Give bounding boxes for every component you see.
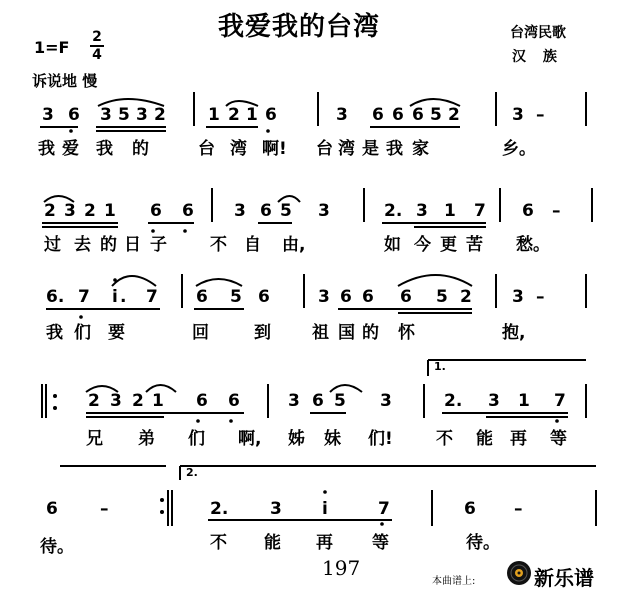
- svg-text:6: 6: [228, 391, 240, 411]
- svg-text:–: –: [514, 499, 523, 519]
- time-bottom: 4: [92, 47, 102, 63]
- lyric-word: 的: [362, 323, 379, 343]
- lyric-word: 台: [316, 139, 333, 159]
- svg-text:3: 3: [488, 391, 500, 411]
- svg-text:3: 3: [110, 391, 122, 411]
- svg-text:3: 3: [100, 105, 112, 125]
- svg-text:5: 5: [436, 287, 448, 307]
- lyric-word: 姊: [288, 429, 305, 449]
- svg-text:6: 6: [464, 499, 476, 519]
- svg-text:2: 2: [448, 105, 460, 125]
- svg-text:–: –: [536, 105, 545, 125]
- source-origin: 台湾民歌: [510, 25, 566, 41]
- svg-text:2.: 2.: [210, 499, 229, 519]
- volta-first-label: 1.: [434, 360, 446, 373]
- svg-text:6: 6: [340, 287, 352, 307]
- lyric-word: 回: [192, 323, 209, 343]
- svg-text:1: 1: [518, 391, 530, 411]
- lyric-word: 兄: [86, 429, 103, 449]
- svg-text:3: 3: [318, 201, 330, 221]
- svg-text:3: 3: [234, 201, 246, 221]
- lyric-word: 过: [44, 235, 61, 255]
- lyric-word: 更: [440, 235, 457, 255]
- lyric-word: 再: [316, 533, 333, 553]
- tempo-marking: 诉说地 慢: [32, 72, 98, 90]
- svg-text:7: 7: [78, 287, 90, 307]
- svg-text:7: 7: [554, 391, 566, 411]
- lyric-word: 再: [510, 429, 527, 449]
- credit-text: 本曲谱上:: [432, 576, 476, 587]
- lyric-word: 们!: [368, 429, 393, 449]
- lyric-word: 不: [436, 429, 453, 449]
- svg-text:2: 2: [88, 391, 100, 411]
- lyric-word: 怀: [398, 323, 415, 343]
- lyric-word: 不: [210, 533, 227, 553]
- lyric-word: 苦: [466, 235, 483, 255]
- svg-text:3: 3: [270, 499, 282, 519]
- lyric-word: 们: [188, 429, 205, 449]
- lyric-word: 我: [38, 139, 55, 159]
- lyric-word: 由,: [282, 235, 306, 255]
- svg-text:.: .: [120, 287, 127, 307]
- svg-text:1: 1: [444, 201, 456, 221]
- lyric-word: 不: [210, 235, 227, 255]
- svg-text:6: 6: [68, 105, 80, 125]
- lyric-word: 我: [386, 139, 403, 159]
- svg-text:2: 2: [84, 201, 96, 221]
- lyric-word: 湾: [230, 139, 247, 159]
- lyric-word: 乡。: [502, 139, 536, 159]
- svg-text:1: 1: [104, 201, 116, 221]
- lyric-word: 如: [384, 235, 401, 255]
- lyric-word: 愁。: [516, 235, 550, 255]
- svg-text:5: 5: [118, 105, 130, 125]
- svg-text:2.: 2.: [444, 391, 463, 411]
- svg-text:6: 6: [392, 105, 404, 125]
- svg-text:6: 6: [372, 105, 384, 125]
- svg-text:7: 7: [146, 287, 158, 307]
- svg-text:5: 5: [280, 201, 292, 221]
- svg-text:3: 3: [336, 105, 348, 125]
- lyric-word: 爱: [62, 139, 79, 159]
- svg-text:2: 2: [44, 201, 56, 221]
- lyric-word: 等: [372, 533, 389, 553]
- svg-text:3: 3: [136, 105, 148, 125]
- svg-text:3: 3: [512, 287, 524, 307]
- svg-text:6: 6: [46, 499, 58, 519]
- svg-text:6: 6: [522, 201, 534, 221]
- lyric-word: 日: [124, 235, 141, 255]
- lyric-word: 们: [74, 323, 91, 343]
- svg-text:3: 3: [512, 105, 524, 125]
- lyric-word: 抱,: [502, 323, 526, 343]
- svg-text:6: 6: [412, 105, 424, 125]
- svg-text:6: 6: [260, 201, 272, 221]
- svg-text:7: 7: [378, 499, 390, 519]
- lyric-word: 能: [476, 429, 493, 449]
- svg-text:2: 2: [132, 391, 144, 411]
- lyric-word: 祖: [312, 323, 329, 343]
- lyric-word: 是: [362, 139, 379, 159]
- svg-text:6: 6: [400, 287, 412, 307]
- lyric-word: 要: [108, 323, 125, 343]
- svg-text:3: 3: [64, 201, 76, 221]
- svg-text:–: –: [100, 499, 109, 519]
- lyric-word: 自: [244, 235, 261, 255]
- svg-text:3: 3: [416, 201, 428, 221]
- volta-second-label: 2.: [186, 466, 198, 479]
- lyric-word: 国: [338, 323, 355, 343]
- svg-text:6: 6: [362, 287, 374, 307]
- time-top: 2: [92, 29, 102, 45]
- lyric-word: 去: [74, 235, 91, 255]
- lyric-word: 到: [254, 323, 271, 343]
- lyric-word: 子: [150, 235, 167, 255]
- svg-text:6: 6: [265, 105, 277, 125]
- svg-text:6: 6: [196, 287, 208, 307]
- vinyl-record-icon: [506, 560, 532, 586]
- page-number: 197: [322, 556, 361, 580]
- svg-text:6: 6: [312, 391, 324, 411]
- lyric-word: 待。: [466, 533, 500, 553]
- svg-text:3: 3: [42, 105, 54, 125]
- lyric-word: 今: [414, 235, 431, 255]
- source-ethnicity: 汉 族: [512, 49, 563, 65]
- svg-text:2: 2: [154, 105, 166, 125]
- svg-text:6: 6: [182, 201, 194, 221]
- lyric-word: 妹: [324, 429, 341, 449]
- lyric-word: 湾: [338, 139, 355, 159]
- svg-text:6: 6: [196, 391, 208, 411]
- svg-text:3: 3: [288, 391, 300, 411]
- svg-text:1: 1: [208, 105, 220, 125]
- lyric-word: 啊!: [262, 139, 287, 159]
- lyric-word: 弟: [138, 429, 155, 449]
- lyric-word: 我: [46, 323, 63, 343]
- svg-text:6.: 6.: [46, 287, 65, 307]
- svg-text:2.: 2.: [384, 201, 403, 221]
- lyric-word: 的: [132, 139, 149, 159]
- lyric-word: 等: [550, 429, 567, 449]
- svg-text:5: 5: [430, 105, 442, 125]
- lyric-word: 家: [412, 139, 429, 159]
- svg-text:1: 1: [152, 391, 164, 411]
- lyric-word: 台: [198, 139, 215, 159]
- svg-text:1: 1: [246, 105, 258, 125]
- svg-text:3: 3: [318, 287, 330, 307]
- svg-text:2: 2: [460, 287, 472, 307]
- key-signature: 1=F: [34, 38, 70, 57]
- song-title: 我爱我的台湾: [218, 12, 381, 42]
- svg-text:7: 7: [474, 201, 486, 221]
- svg-text:6: 6: [258, 287, 270, 307]
- svg-text:5: 5: [334, 391, 346, 411]
- svg-text:i: i: [322, 499, 328, 519]
- svg-text:–: –: [552, 201, 561, 221]
- lyric-word: 啊,: [238, 429, 262, 449]
- svg-text:3: 3: [380, 391, 392, 411]
- svg-text:–: –: [536, 287, 545, 307]
- svg-text:2: 2: [228, 105, 240, 125]
- lyric-word: 待。: [40, 537, 74, 557]
- lyric-word: 我: [96, 139, 113, 159]
- lyric-word: 能: [264, 533, 281, 553]
- svg-text:6: 6: [150, 201, 162, 221]
- brand-logo-text: 新乐谱: [534, 566, 594, 590]
- svg-text:5: 5: [230, 287, 242, 307]
- svg-text:i: i: [112, 287, 118, 307]
- lyric-word: 的: [100, 235, 117, 255]
